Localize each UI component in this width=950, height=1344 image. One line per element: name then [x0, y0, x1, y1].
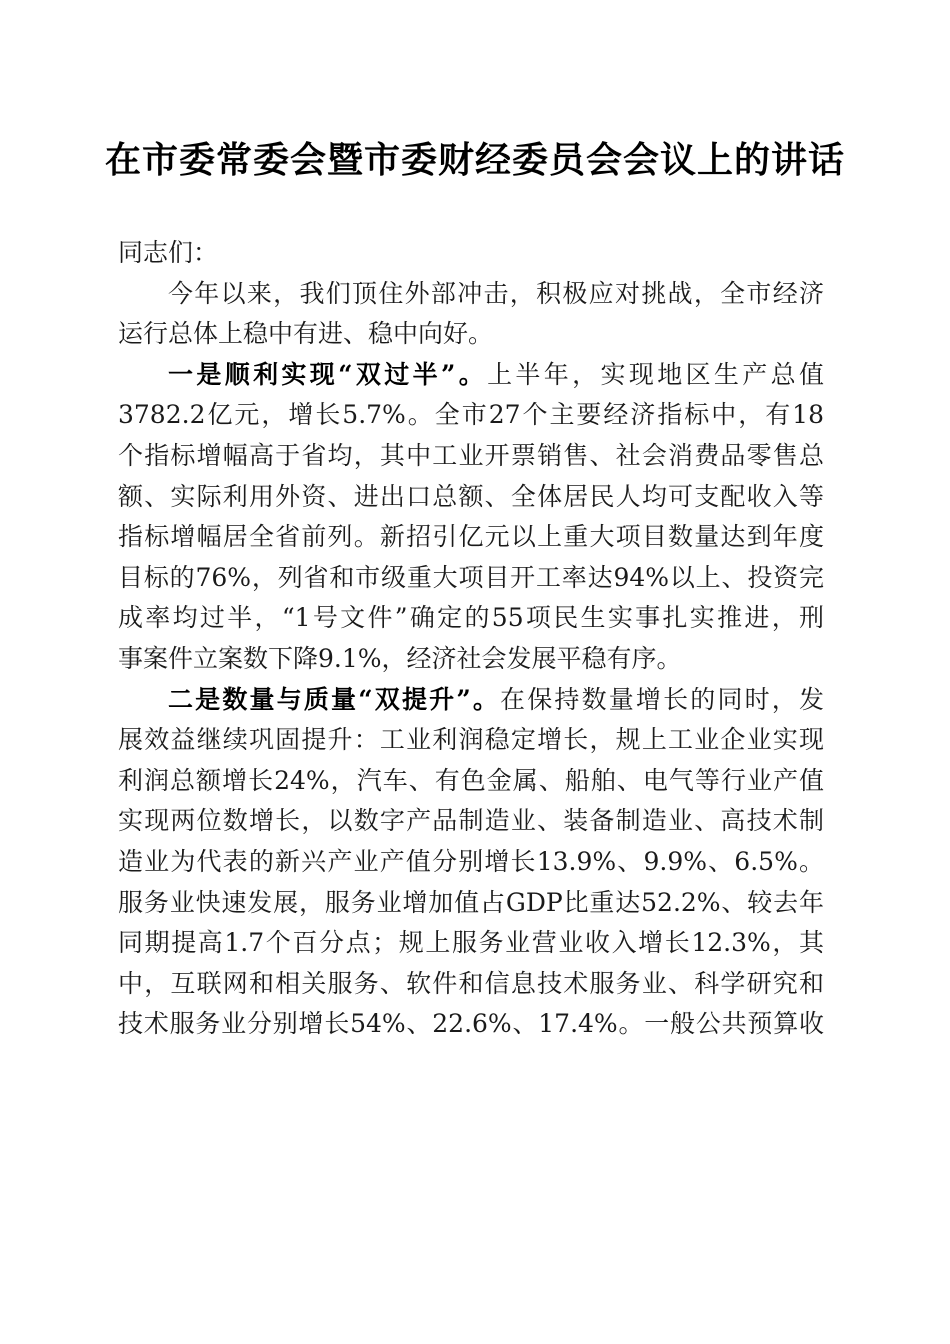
paragraph-line: 事案件立案数下降9.1%，经济社会发展平稳有序。 — [118, 643, 682, 673]
paragraph-line: 3782.2亿元，增长5.7%。全市27个主要经济指标中，有18 — [118, 400, 824, 430]
paragraph-line: 同期提高1.7个百分点；规上服务业营业收入增长12.3%，其 — [118, 928, 824, 958]
paragraph-line-text: 上半年，实现地区生产总值 — [487, 359, 824, 389]
paragraph-line: 今年以来，我们顶住外部冲击，积极应对挑战，全市经济 — [168, 278, 824, 308]
document-body — [118, 233, 824, 1045]
paragraph-first-line — [118, 680, 824, 721]
paragraph-double-upgrade — [118, 680, 824, 1045]
paragraph-line-text: 在保持数量增长的同时，发 — [500, 684, 824, 714]
salutation: 同志们： — [118, 238, 219, 267]
paragraph-line: 技术服务业分别增长54%、22.6%、17.4%。一般公共预算收 — [118, 1009, 824, 1039]
paragraph-line: 造业为代表的新兴产业产值分别增长13.9%、9.9%、6.5%。 — [118, 846, 824, 876]
paragraph-double-half — [118, 355, 824, 680]
paragraph-line: 利润总额增长24%，汽车、有色金属、船舶、电气等行业产值 — [118, 765, 824, 795]
paragraph-lead-heading: 二是数量与质量“双提升”。 — [168, 684, 501, 714]
paragraph-first-line — [118, 355, 824, 396]
paragraph-line: 指标增幅居全省前列。新招引亿元以上重大项目数量达到年度 — [118, 522, 824, 552]
paragraph-line: 服务业快速发展，服务业增加值占GDP比重达52.2%、较去年 — [118, 887, 824, 917]
document-title: 在市委常委会暨市委财经委员会会议上的讲话 — [104, 139, 845, 181]
paragraph-line: 中，互联网和相关服务、软件和信息技术服务业、科学研究和 — [118, 968, 824, 998]
paragraph-line: 目标的76%，列省和市级重大项目开工率达94%以上、投资完 — [118, 562, 824, 592]
paragraph-line: 运行总体上稳中有进、稳中向好。 — [118, 319, 494, 349]
paragraph-line: 额、实际利用外资、进出口总额、全体居民人均可支配收入等 — [118, 481, 824, 511]
paragraph-line: 实现两位数增长，以数字产品制造业、装备制造业、高技术制 — [118, 806, 824, 836]
paragraph-line: 个指标增幅高于省均，其中工业开票销售、社会消费品零售总 — [118, 440, 824, 470]
paragraph-intro — [118, 274, 824, 355]
paragraph-lead-heading: 一是顺利实现“双过半”。 — [168, 359, 488, 389]
paragraph-line: 成率均过半，“1号文件”确定的55项民生实事扎实推进，刑 — [118, 603, 824, 633]
paragraph-line: 展效益继续巩固提升：工业利润稳定增长，规上工业企业实现 — [118, 725, 824, 755]
